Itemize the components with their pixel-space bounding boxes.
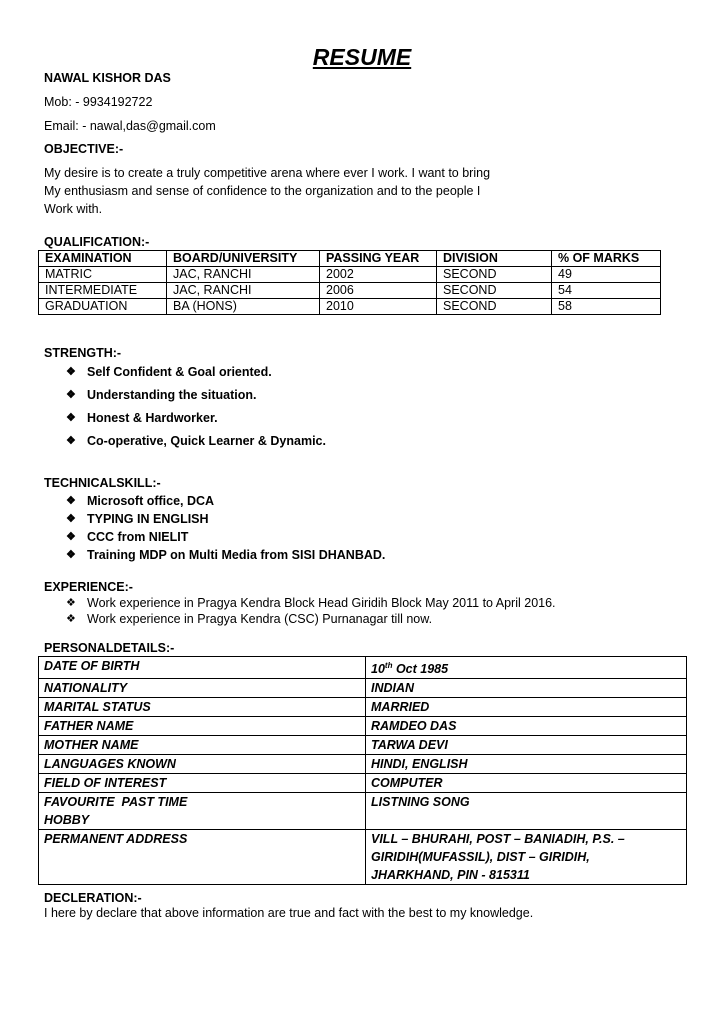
table-cell: 58: [552, 299, 661, 315]
list-item: [66, 510, 385, 528]
table-cell: MATRIC: [39, 267, 167, 283]
field-label: MARITAL STATUS: [39, 698, 366, 717]
list-item: [66, 528, 385, 546]
table-row: [39, 283, 661, 299]
strength-heading: STRENGTH:-: [44, 346, 122, 360]
column-header: BOARD/UNIVERSITY: [167, 251, 320, 267]
dob-suffix: th: [384, 661, 393, 670]
list-item-text: Self Confident & Goal oriented.: [87, 365, 272, 379]
diamond-bullet-icon: ❖: [66, 549, 76, 561]
diamond-bullet-icon: ❖: [66, 495, 76, 507]
personal-details-heading: PERSONALDETAILS:-: [44, 641, 175, 655]
field-value: HINDI, ENGLISH: [366, 755, 687, 774]
table-cell: 2002: [320, 267, 437, 283]
objective-line: My desire is to create a truly competitive arena where ever I work. I want to bring: [44, 166, 491, 180]
candidate-name: NAWAL KISHOR DAS: [44, 71, 171, 85]
table-cell: SECOND: [437, 299, 552, 315]
list-item: [66, 595, 556, 611]
list-item: [66, 407, 326, 430]
diamond-bullet-icon: ❖: [66, 513, 76, 525]
table-cell: 2010: [320, 299, 437, 315]
table-cell: JAC, RANCHI: [167, 267, 320, 283]
table-row: [39, 774, 687, 793]
diamond-bullet-icon: ❖: [66, 435, 76, 447]
address-line: GIRIDIH(MUFASSIL), DIST – GIRIDIH,: [371, 850, 590, 865]
strength-list: [66, 361, 326, 453]
table-cell: 54: [552, 283, 661, 299]
qualification-heading: QUALIFICATION:-: [44, 235, 150, 249]
field-label-line: HOBBY: [44, 813, 90, 828]
table-row: [39, 657, 687, 679]
mobile-number: Mob: - 9934192722: [44, 95, 153, 109]
list-item-text: Training MDP on Multi Media from SISI DHANBAD.: [87, 548, 386, 562]
list-item: [66, 546, 385, 564]
objective-heading: OBJECTIVE:-: [44, 142, 124, 156]
declaration-heading: DECLERATION:-: [44, 891, 142, 905]
list-item-text: Co-operative, Quick Learner & Dynamic.: [87, 434, 326, 448]
diamond-bullet-icon: ❖: [66, 613, 76, 625]
table-row: [39, 755, 687, 774]
table-row: [39, 267, 661, 283]
field-value: TARWA DEVI: [366, 736, 687, 755]
field-label: FIELD OF INTEREST: [39, 774, 366, 793]
diamond-bullet-icon: ❖: [66, 531, 76, 543]
list-item: [66, 611, 556, 627]
field-label: DATE OF BIRTH: [39, 657, 366, 679]
objective-line: My enthusiasm and sense of confidence to the organization and to the people I: [44, 184, 481, 198]
field-label: NATIONALITY: [39, 679, 366, 698]
table-cell: 2006: [320, 283, 437, 299]
column-header: DIVISION: [437, 251, 552, 267]
list-item-text: Work experience in Pragya Kendra Block Head Giridih Block May 2011 to April 2016.: [87, 596, 556, 610]
page-title: RESUME: [312, 44, 412, 70]
field-value: [366, 830, 687, 885]
field-value: LISTNING SONG: [366, 793, 687, 830]
field-value: RAMDEO DAS: [366, 717, 687, 736]
diamond-bullet-icon: ❖: [66, 389, 76, 401]
field-value: INDIAN: [366, 679, 687, 698]
table-row: [39, 698, 687, 717]
field-label: PERMANENT ADDRESS: [39, 830, 366, 885]
table-row: [39, 736, 687, 755]
list-item-text: Work experience in Pragya Kendra (CSC) Purnanagar till now.: [87, 612, 433, 626]
diamond-bullet-icon: ❖: [66, 597, 76, 609]
list-item-text: Honest & Hardworker.: [87, 411, 218, 425]
table-row: [39, 830, 687, 885]
table-cell: BA (HONS): [167, 299, 320, 315]
email-address: Email: - nawal,das@gmail.com: [44, 119, 216, 133]
field-label: FATHER NAME: [39, 717, 366, 736]
list-item: [66, 384, 326, 407]
table-header-row: [39, 251, 661, 267]
technical-skill-heading: TECHNICALSKILL:-: [44, 476, 161, 490]
list-item-text: Understanding the situation.: [87, 388, 257, 402]
list-item: [66, 430, 326, 453]
personal-details-table: [38, 656, 687, 885]
diamond-bullet-icon: ❖: [66, 412, 76, 424]
table-row: [39, 793, 687, 830]
table-cell: JAC, RANCHI: [167, 283, 320, 299]
table-cell: GRADUATION: [39, 299, 167, 315]
qualification-table: [38, 250, 661, 315]
table-cell: SECOND: [437, 283, 552, 299]
experience-heading: EXPERIENCE:-: [44, 580, 133, 594]
table-cell: 49: [552, 267, 661, 283]
experience-list: [66, 595, 556, 627]
table-row: [39, 299, 661, 315]
declaration-text: I here by declare that above information are true and fact with the best to my knowledge.: [44, 906, 534, 920]
table-cell: INTERMEDIATE: [39, 283, 167, 299]
field-value: MARRIED: [366, 698, 687, 717]
list-item-text: CCC from NIELIT: [87, 530, 189, 544]
objective-text: [44, 164, 564, 218]
field-label: [39, 793, 366, 830]
list-item: [66, 361, 326, 384]
table-row: [39, 717, 687, 736]
list-item-text: TYPING IN ENGLISH: [87, 512, 209, 526]
dob-day: 10: [371, 662, 385, 677]
column-header: % OF MARKS: [552, 251, 661, 267]
list-item: [66, 492, 385, 510]
list-item-text: Microsoft office, DCA: [87, 494, 215, 508]
address-line: VILL – BHURAHI, POST – BANIADIH, P.S. –: [371, 832, 625, 847]
diamond-bullet-icon: ❖: [66, 366, 76, 378]
field-label: LANGUAGES KNOWN: [39, 755, 366, 774]
table-cell: SECOND: [437, 267, 552, 283]
field-value: [366, 657, 687, 679]
table-row: [39, 679, 687, 698]
field-value: COMPUTER: [366, 774, 687, 793]
field-label: MOTHER NAME: [39, 736, 366, 755]
column-header: EXAMINATION: [39, 251, 167, 267]
objective-line: Work with.: [44, 202, 103, 216]
field-label-line: FAVOURITE PAST TIME: [44, 795, 188, 810]
dob-rest: Oct 1985: [392, 662, 449, 677]
technical-skill-list: [66, 492, 385, 564]
address-line: JHARKHAND, PIN - 815311: [371, 868, 530, 883]
column-header: PASSING YEAR: [320, 251, 437, 267]
